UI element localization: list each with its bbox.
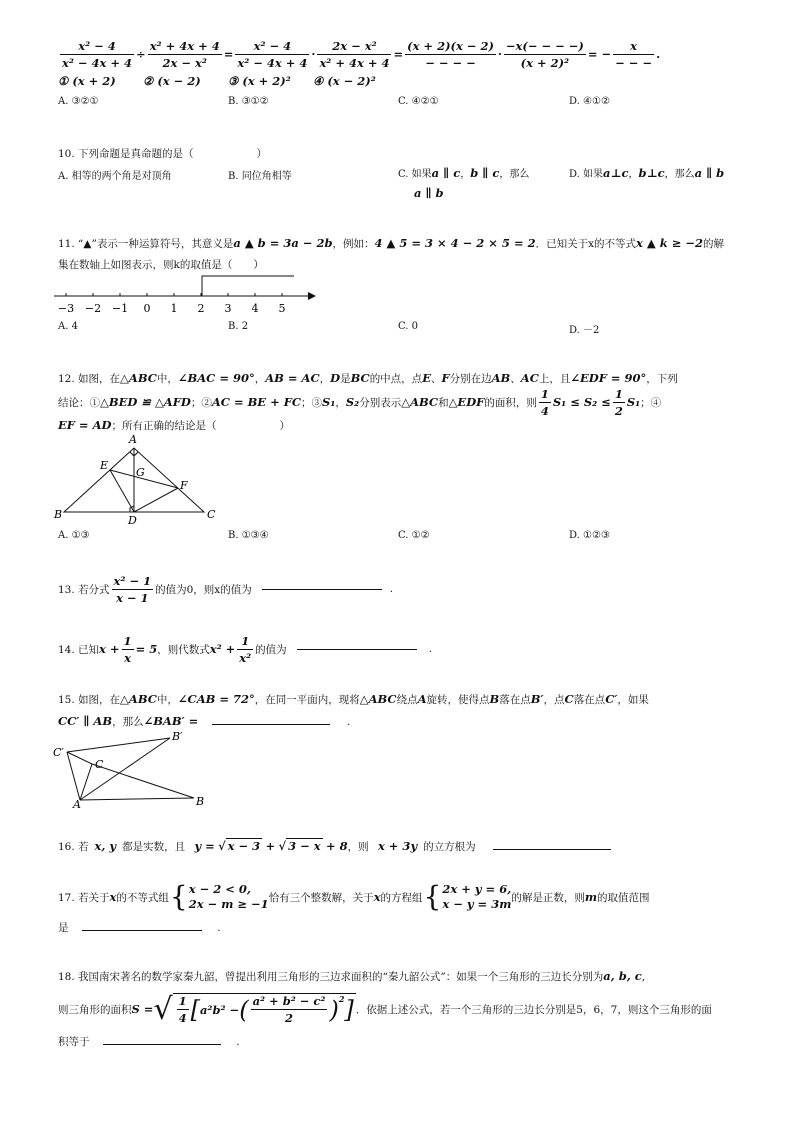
q9-option-b[interactable]: B. ③①② xyxy=(228,96,269,107)
q9-frac7: $\frac{x}{- - -}$ xyxy=(615,38,653,70)
q15-answer-blank[interactable] xyxy=(212,724,330,725)
label-e: E xyxy=(100,459,109,472)
solution-set-marker xyxy=(202,276,294,296)
q9-equation: $\frac{\text{x² − 4}}{\text{x² − 4x + 4}}$ ÷ $\frac{\text{x² + 4x + 4}}{\text{2x − x²}}$ = $\frac{\text{x² − 4}}{\text{x² − 4x + 4}}$ · $\frac{\text{2x − x²}}{\text{x² + 4x + 4}}$ = $\frac{(x + 2)(x - 2)}{- - - -}$ · $\frac{-x(- - - -)}{\text{(x + 2)²}}$ = − $\frac{x}{- - -}$ . xyxy=(62,38,661,70)
q9-frac4: $\frac{\text{2x − x²}}{\text{x² + 4x + 4}}$ xyxy=(319,38,390,70)
q17-inequality-system: x − 2 < 0, 2x − m ≥ −1 xyxy=(188,882,269,911)
label-d: D xyxy=(128,514,137,526)
q10-option-c-line2: a ∥ b xyxy=(414,186,444,200)
q9-item-1: ① (x + 2) xyxy=(58,74,116,88)
q11-stem-line1: 11. “▲”表示一种运算符号，其意义是a ▲ b = 3a − 2b，例如：4 ▲ 5 = 3 × 4 − 2 × 5 = 2．已知关于x的不等式x ▲ k ≥ −2的解 xyxy=(58,236,724,250)
q18-answer-blank[interactable] xyxy=(103,1044,221,1045)
tick-label: 0 xyxy=(143,302,151,315)
segment-cprime-bprime xyxy=(67,738,170,752)
label-a: A xyxy=(73,798,81,810)
left-brace-1: { xyxy=(169,880,188,913)
sqrt-radical: √ xyxy=(153,991,173,1027)
tick-label: 5 xyxy=(278,302,286,315)
q18-stem-line3: 积等于 . xyxy=(58,1036,240,1048)
tick-label: 1 xyxy=(170,302,178,315)
segment-df xyxy=(134,488,178,512)
q12-option-b[interactable]: B. ①③④ xyxy=(228,530,269,541)
tick-label: 4 xyxy=(251,302,259,315)
q9-frac2: $\frac{\text{x² + 4x + 4}}{\text{2x − x²}}$ xyxy=(149,38,220,70)
tick-label: −3 xyxy=(57,302,75,315)
q9-item-4: ④ (x − 2)² xyxy=(313,74,376,88)
q9-frac5: $\frac{(x + 2)(x - 2)}{- - - -}$ xyxy=(407,38,494,70)
q10-option-c[interactable]: C. 如果a ∥ c，b ∥ c，那么 xyxy=(398,166,530,180)
q17-answer-blank[interactable] xyxy=(82,930,202,931)
q13-fraction: $\frac{\text{x² − 1}}{x - 1}$ xyxy=(113,573,152,605)
q11-option-b[interactable]: B. 2 xyxy=(228,321,249,332)
q12-stem-line3: EF = AD；所有正确的结论是（ ） xyxy=(58,418,290,432)
q10-option-d[interactable]: D. 如果a⊥c，b⊥c，那么a ∥ b xyxy=(569,166,725,180)
q11-option-d[interactable]: D. －2 xyxy=(569,325,600,336)
q12-frac-half: $\frac{1}{2}$ xyxy=(614,386,623,418)
q18-stem-line1: 18. 我国南宋著名的数学家秦九韶，曾提出利用三角形的三边求面积的“秦九韶公式”：如果一个三角形的三边长分别为a, b, c, xyxy=(58,969,646,983)
q15-stem-line1: 15. 如图，在△ABC中，∠CAB = 72°，在同一平面内，现将△ABC绕点A旋转，使得点B落在点B′，点C落在点C′，如果 xyxy=(58,692,649,706)
q11-option-c[interactable]: C. 0 xyxy=(398,321,419,332)
q12-stem-line1: 12. 如图，在△ABC中，∠BAC = 90°，AB = AC，D是BC的中点，点E、F分别在边AB、AC上，且∠EDF = 90°，下列 xyxy=(58,371,678,385)
q17-equation-system: 2x + y = 6, x − y = 3m xyxy=(442,882,512,911)
label-c-prime: C′ xyxy=(53,746,64,759)
q9-item-2: ② (x − 2) xyxy=(143,74,201,88)
segment-ab xyxy=(80,798,194,800)
label-a: A xyxy=(129,433,137,446)
q13-stem: 13. 若分式 $\frac{\text{x² − 1}}{x - 1}$ 的值为0，则x的值为 . xyxy=(58,573,394,605)
label-b-prime: B′ xyxy=(172,730,183,743)
left-bracket: [ xyxy=(190,995,200,1024)
q14-fraction-2: $\frac{1}{\text{x²}}$ xyxy=(239,633,252,665)
q9-frac3: $\frac{\text{x² − 4}}{\text{x² − 4x + 4}}$ xyxy=(237,38,308,70)
right-paren: ) xyxy=(329,995,339,1024)
segment-ed xyxy=(110,470,134,512)
q18-stem-line2: 则三角形的面积 S = √ $\frac{1}{4}$ [ a²b² − ( $\frac{\text{a² + b² − c²}}{2}$ ) $^2$ ] ．依据上述公式，若一个三角形的三边长分别是5，6，7，则这个三角形的面 xyxy=(58,991,712,1027)
q15-stem-line2: CC′ ∥ AB，那么∠BAB′ = . xyxy=(58,714,351,728)
label-c: C xyxy=(207,508,216,521)
label-f: F xyxy=(180,479,188,492)
q18-inner-frac: $\frac{\text{a² + b² − c²}}{2}$ xyxy=(252,994,326,1025)
left-paren: ( xyxy=(239,995,249,1024)
label-b: B xyxy=(196,795,205,808)
segment-abprime xyxy=(80,738,170,800)
q11-number-line xyxy=(50,272,320,320)
q9-frac6: $\frac{-x(- - - -)}{\text{(x + 2)²}}$ xyxy=(505,38,584,70)
q14-stem: 14. 已知 x + $\frac{1}{x}$ = 5 ，则代数式 x² + $\frac{1}{\text{x²}}$ 的值为 . xyxy=(58,633,433,665)
q12-frac-quarter: $\frac{1}{4}$ xyxy=(540,386,549,418)
label-b: B xyxy=(54,508,63,521)
q12-option-c[interactable]: C. ①② xyxy=(398,530,430,541)
left-brace-2: { xyxy=(423,880,442,913)
tick-label: 3 xyxy=(224,302,232,315)
q9-option-d[interactable]: D. ④①② xyxy=(569,96,610,107)
q17-stem-line1: 17. 若关于 x 的不等式组 { x − 2 < 0, 2x − m ≥ −1 恰有三个整数解，关于 x 的方程组 { 2x + y = 6, x − y = 3m 的解是正数，则 m 的取值范围 xyxy=(58,880,650,913)
q16-stem: 16. 若 x, y 都是实数，且 y = √ x − 3 + √ 3 − x + 8，则 x + 3y 的立方根为 xyxy=(58,838,611,854)
label-g: G xyxy=(136,466,145,479)
q10-stem: 10. 下列命题是真命题的是（ ） xyxy=(58,148,268,160)
tick-label: −1 xyxy=(111,302,129,315)
q10-option-a[interactable]: A. 相等的两个角是对顶角 xyxy=(58,171,172,182)
tick-label: −2 xyxy=(84,302,102,315)
q14-answer-blank[interactable] xyxy=(297,649,417,650)
segment-ac-prime xyxy=(67,752,80,800)
sqrt-1: √ x − 3 xyxy=(218,839,261,853)
sqrt-2: √ 3 − x xyxy=(278,839,321,853)
q9-frac1: $\frac{\text{x² − 4}}{\text{x² − 4x + 4}}$ xyxy=(62,38,133,70)
q15-rotation-figure xyxy=(50,728,215,810)
q16-answer-blank[interactable] xyxy=(493,849,611,850)
radicand: $\frac{1}{4}$ [ a²b² − ( $\frac{\text{a² + b² − c²}}{2}$ ) $^2$ ] xyxy=(173,993,356,1025)
q14-fraction-1: $\frac{1}{x}$ xyxy=(123,633,132,665)
q11-option-a[interactable]: A. 4 xyxy=(58,321,78,332)
q10-option-b[interactable]: B. 同位角相等 xyxy=(228,171,292,182)
q17-stem-line2: 是 . xyxy=(58,922,221,934)
q12-option-d[interactable]: D. ①②③ xyxy=(569,530,610,541)
q12-triangle-figure xyxy=(52,432,222,526)
q9-option-c[interactable]: C. ④②① xyxy=(398,96,439,107)
label-c: C xyxy=(95,758,104,771)
q9-option-a[interactable]: A. ③②① xyxy=(58,96,99,107)
q18-frac-quarter: $\frac{1}{4}$ xyxy=(178,994,187,1025)
number-line-arrow xyxy=(308,292,316,300)
q11-stem-line2: 集在数轴上如图表示，则k的取值是（ ） xyxy=(58,259,264,271)
q18-formula xyxy=(153,992,355,1027)
segment-cc-prime xyxy=(67,752,92,764)
q12-option-a[interactable]: A. ①③ xyxy=(58,530,90,541)
tick-label: 2 xyxy=(197,302,205,315)
q9-item-3: ③ (x + 2)² xyxy=(228,74,291,88)
segment-ac xyxy=(80,764,92,800)
right-bracket: ] xyxy=(344,995,354,1024)
q12-stem-line2: 结论：① △BED ≌ △AFD ；② AC = BE + FC ；③ S₁ ， S₂ 分别表示 △ABC 和 △EDF 的面积，则 $\frac{1}{4}$ S₁ ≤ S₂ ≤ $\frac{1}{2}$ S₁ ；④ xyxy=(58,386,662,418)
q13-answer-blank[interactable] xyxy=(262,589,382,590)
